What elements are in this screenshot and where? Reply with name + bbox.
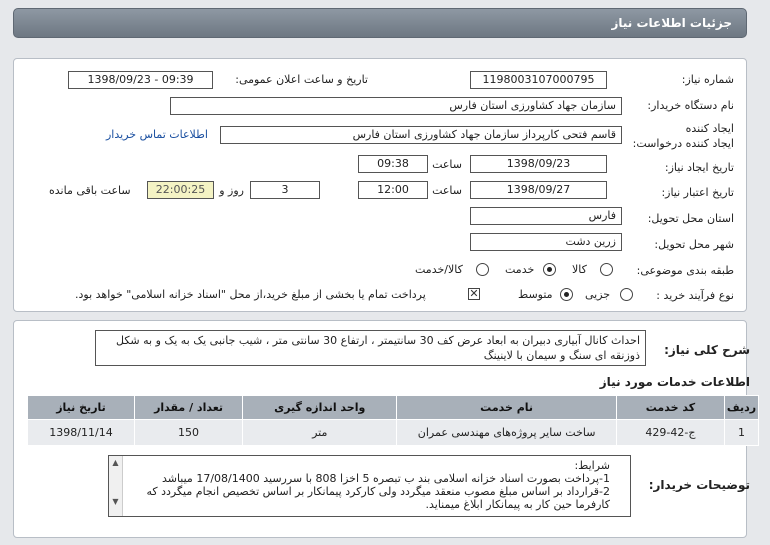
buyer-org-field: سازمان جهاد کشاورزی استان فارس [170,97,622,115]
category-option-goods: کالا [572,263,587,276]
notes-line-1: 1-پرداخت بصورت اسناد خزانه اسلامی بند ب تبصره 5 اخزا 808 با سررسید 17/08/1400 میباشد [161,472,610,485]
process-label: نوع فرآیند خرید : [656,289,734,302]
cell-unit: متر [243,420,397,446]
notes-title: شرایط: [574,459,610,472]
description-label: شرح کلی نیاز: [664,343,750,357]
cell-date: 1398/11/14 [28,420,135,446]
days-label: روز و [219,184,244,197]
creator-field: قاسم فتحی کارپرداز سازمان جهاد کشاورزی استان فارس [220,126,622,144]
validity-time-label: ساعت [432,184,462,197]
need-number-field: 1198003107000795 [470,71,607,89]
process-radio-medium[interactable] [560,288,573,301]
col-date: تاریخ نیاز [28,396,135,420]
cell-row: 1 [724,420,758,446]
remaining-label: ساعت باقی مانده [49,184,131,197]
city-field: زرین دشت [470,233,622,251]
validity-time-field: 12:00 [358,181,428,199]
notes-label: توضیحات خریدار: [648,478,750,492]
treasury-checkbox[interactable]: ✕ [469,287,479,300]
need-number-label: شماره نیاز: [681,73,734,86]
category-label: طبقه بندی موضوعی: [636,264,734,277]
col-qty: تعداد / مقدار [135,396,243,420]
notes-field [108,455,631,517]
notes-scrollbar[interactable]: ▲ ▼ [109,456,123,516]
process-option-minor: جزیی [585,288,611,301]
creator-label: ایجاد کننده درخواست: [632,137,734,150]
process-option-medium: متوسط [518,288,553,301]
description-field: احداث کانال آبیاری دبیران به ابعاد عرض کف 30 سانتیمتر ، ارتفاع 30 سانتی متر ، شیب جانبی یک به یک و به شکل ذوزنقه ای سنگ و سیمان با لاینینگ [95,330,646,366]
validity-date-field: 1398/09/27 [470,181,607,199]
process-radio-minor[interactable] [620,288,633,301]
province-label: استان محل تحویل: [647,212,734,225]
contact-buyer-link[interactable]: اطلاعات تماس خریدار [106,128,208,141]
services-table [27,395,759,446]
payment-note: پرداخت تمام یا بخشی از مبلغ خرید،از محل "اسناد خزانه اسلامی" خواهد بود. [75,288,426,301]
services-title: اطلاعات خدمات مورد نیاز [599,375,750,389]
cell-code: ج-42-429 [616,420,724,446]
province-field: فارس [470,207,622,225]
announce-label: تاریخ و ساعت اعلان عمومی: [235,73,368,86]
cell-qty: 150 [135,420,243,446]
category-radio-goods-service[interactable] [476,263,489,276]
days-field: 3 [250,181,320,199]
created-time-field: 09:38 [358,155,428,173]
page-title: جزئیات اطلاعات نیاز [611,16,732,30]
created-date-field: 1398/09/23 [470,155,607,173]
table-row [28,420,759,446]
category-option-service: خدمت [505,263,535,276]
category-radio-service[interactable] [543,263,556,276]
remaining-time-field: 22:00:25 [147,181,214,199]
city-label: شهر محل تحویل: [654,238,734,251]
col-name: نام خدمت [397,396,617,420]
cell-name: ساخت سایر پروژه‌های مهندسی عمران [397,420,617,446]
announce-field: 1398/09/23 - 09:39 [68,71,213,89]
category-radio-goods[interactable] [600,263,613,276]
category-option-goods-service: کالا/خدمت [415,263,463,276]
validity-label: تاریخ اعتبار نیاز: [661,186,734,199]
created-date-label: تاریخ ایجاد نیاز: [664,161,734,174]
created-time-label: ساعت [432,158,462,171]
col-row: ردیف [724,396,758,420]
buyer-org-label: نام دستگاه خریدار: [647,99,734,112]
col-code: کد خدمت [616,396,724,420]
creator-label-1: ایجاد کننده [685,122,734,135]
page-header [13,8,747,38]
notes-line-2: 2-قرارداد بر اساس مبلغ مصوب منعقد میگردد ولی کارکرد پیمانکار بر اساس تخصیص انجام میگردد که کارفرما حین کار به پیمانکار ابلاغ میمناید. [146,485,610,511]
col-unit: واحد اندازه گیری [243,396,397,420]
